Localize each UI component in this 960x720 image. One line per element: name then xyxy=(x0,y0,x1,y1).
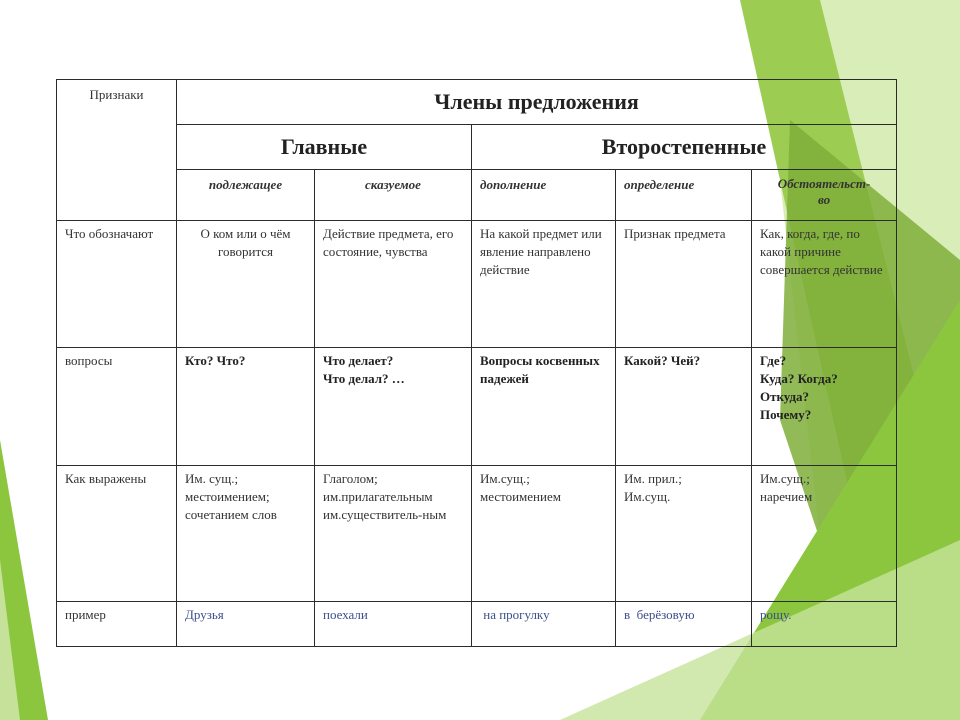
cell-text: Глаголом; им.прилагательным им.существитель-ным xyxy=(323,471,447,522)
table-cell xyxy=(472,466,616,602)
table-cell xyxy=(752,221,897,348)
group-main-label: Главные xyxy=(280,134,368,159)
table-cell xyxy=(752,602,897,647)
cell-text: Что делает? Что делал? … xyxy=(323,353,405,386)
sentence-members-table xyxy=(56,79,897,647)
table-row xyxy=(57,348,897,466)
table-cell xyxy=(616,602,752,647)
row-label-questions xyxy=(57,348,177,466)
cell-text: Им. сущ.; местоимением; сочетанием слов xyxy=(185,471,277,522)
subheader-adverbial xyxy=(752,170,897,221)
table-cell xyxy=(315,221,472,348)
table-cell xyxy=(177,466,315,602)
table-cell xyxy=(177,348,315,466)
table-cell xyxy=(177,602,315,647)
cell-text: Признак предмета xyxy=(624,226,726,241)
table-cell xyxy=(616,221,752,348)
header-title-label: Члены предложения xyxy=(434,89,639,114)
cell-text: на прогулку xyxy=(480,607,550,622)
cell-text: Им. прил.; Им.сущ. xyxy=(624,471,682,504)
table-row xyxy=(57,466,897,602)
table-cell xyxy=(472,602,616,647)
table-cell xyxy=(616,348,752,466)
header-feature xyxy=(57,80,177,221)
cell-text: На какой предмет или явление направлено действие xyxy=(480,226,602,277)
group-main xyxy=(177,125,472,170)
cell-text: Вопросы косвенных падежей xyxy=(480,353,600,386)
cell-text: поехали xyxy=(323,607,368,622)
cell-text: Им.сущ.; местоимением xyxy=(480,471,561,504)
group-secondary xyxy=(472,125,897,170)
header-title xyxy=(177,80,897,125)
table-cell xyxy=(315,348,472,466)
row-label-example xyxy=(57,602,177,647)
table-cell xyxy=(472,348,616,466)
subheader-object-label: дополнение xyxy=(480,177,547,192)
table-cell xyxy=(752,348,897,466)
subheader-adverbial-label: Обстоятельст- во xyxy=(777,176,871,207)
table-cell xyxy=(177,221,315,348)
subheader-object xyxy=(472,170,616,221)
table-container xyxy=(56,79,896,647)
subheader-attribute xyxy=(616,170,752,221)
row-label-text: Что обозначают xyxy=(65,226,154,241)
header-feature-label: Признаки xyxy=(89,87,144,102)
cell-text: Кто? Что? xyxy=(185,353,246,368)
cell-text: Действие предмета, его состояние, чувства xyxy=(323,226,454,259)
subheader-predicate xyxy=(315,170,472,221)
row-label-meaning xyxy=(57,221,177,348)
table-cell xyxy=(752,466,897,602)
table-cell xyxy=(315,602,472,647)
table-row xyxy=(57,221,897,348)
table-cell xyxy=(616,466,752,602)
table-row xyxy=(57,602,897,647)
subheader-predicate-label: сказуемое xyxy=(365,177,421,192)
table-cell xyxy=(315,466,472,602)
table-cell xyxy=(472,221,616,348)
subheader-subject-label: подлежащее xyxy=(208,177,283,192)
cell-text: О ком или о чём говорится xyxy=(200,226,291,259)
cell-text: Какой? Чей? xyxy=(624,353,701,368)
row-label-text: пример xyxy=(65,607,106,622)
cell-text: в берёзовую xyxy=(624,607,695,622)
cell-text: Им.сущ.; наречием xyxy=(760,471,813,504)
cell-text: рощу. xyxy=(760,607,792,622)
row-label-expressed xyxy=(57,466,177,602)
group-secondary-label: Второстепенные xyxy=(601,134,767,159)
cell-text: Как, когда, где, по какой причине совершается действие xyxy=(760,226,883,277)
row-label-text: вопросы xyxy=(65,353,113,368)
subheader-subject xyxy=(177,170,315,221)
subheader-attribute-label: определение xyxy=(624,177,695,192)
cell-text: Друзья xyxy=(185,607,224,622)
row-label-text: Как выражены xyxy=(65,471,147,486)
cell-text: Где? Куда? Когда? Откуда? Почему? xyxy=(760,353,838,422)
